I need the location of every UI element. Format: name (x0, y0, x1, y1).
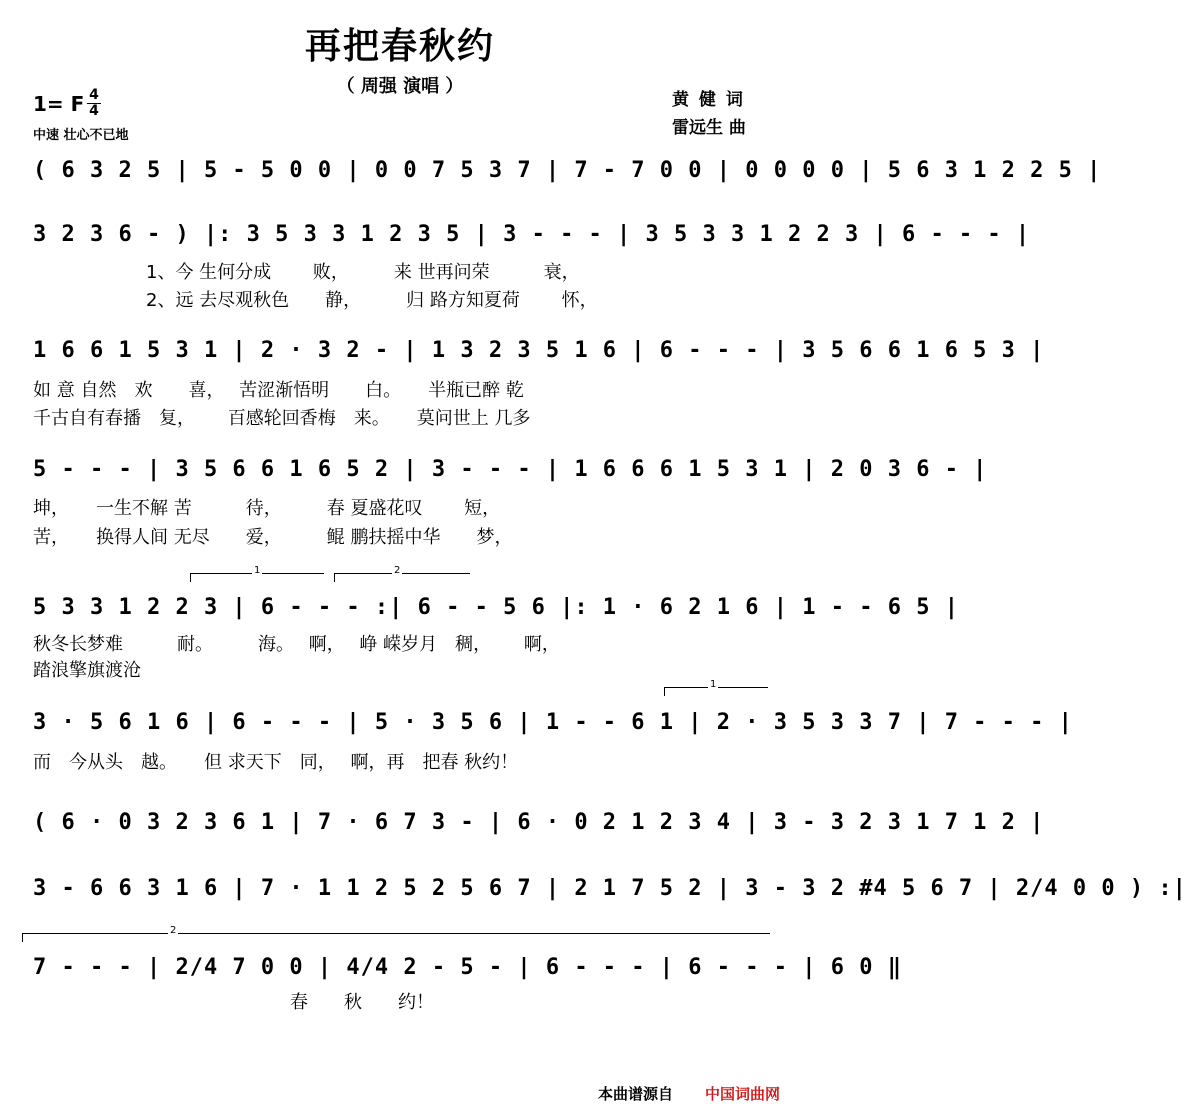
score-line-4: 5 - - - | 3 5 6 6 1 6 5 2 | 3 - - - | 1 6 6 6 1 5 3 1 | 2 0 3 6 - | (33, 457, 988, 482)
time-signature (87, 88, 101, 119)
score-line-5: 5 3 3 1 2 2 3 | 6 - - - :| 6 - - 5 6 |: 1 · 6 2 1 6 | 1 - - 6 5 | (33, 595, 959, 620)
score-line-9: 7 - - - | 2/4 7 0 0 | 4/4 2 - 5 - | 6 - - - | 6 - - - | 6 0 ‖ (33, 955, 902, 980)
lyric-verse1-line3: 坤， 一生不解 苦 待， 春 夏盛花叹 短， (33, 498, 501, 519)
volta-number-2: 2 (394, 565, 401, 576)
key-signature: 1= F (33, 92, 85, 116)
volta-number-1: 1 (254, 565, 261, 576)
score-line-6: 3 · 5 6 1 6 | 6 - - - | 5 · 3 5 6 | 1 - - 6 1 | 2 · 3 5 3 3 7 | 7 - - - | (33, 710, 1073, 735)
lyric-verse2-line2: 千古自有春播 复， 百感轮回香梅 来。 莫问世上 几多 (33, 408, 531, 429)
lyricist-credit: 黄 健 词 (672, 90, 745, 110)
lyric-verse1-line2: 如 意 自然 欢 喜， 苦涩渐悟明 白。 半瓶已醉 乾 (33, 380, 524, 401)
performer-credit: （ 周强 演唱 ） (336, 76, 464, 97)
lyric-line5: 而 今从头 越。 但 求天下 同， 啊，再 把春 秋约！ (33, 752, 519, 773)
volta-bracket-final-1 (664, 679, 768, 696)
time-signature-top: 4 (89, 87, 99, 103)
lyric-verse1-line1: 1、今 生何分成 败， 来 世再问荣 衰， (146, 262, 580, 283)
volta-number-final-2: 2 (170, 925, 177, 936)
score-line-7: ( 6 · 0 3 2 3 6 1 | 7 · 6 7 3 - | 6 · 0 2 1 2 3 4 | 3 - 3 2 3 1 7 1 2 | (33, 810, 1045, 835)
tempo-marking: 中速 壮心不已地 (33, 128, 129, 143)
volta-bracket-final-2 (22, 925, 770, 942)
source-label: 本曲谱源自 (598, 1085, 674, 1103)
source-site-link[interactable]: 中国词曲网 (705, 1085, 781, 1103)
lyric-verse1-line4: 秋冬长梦难 耐。 海。 啊， 峥 嵘岁月 稠， 啊， (33, 634, 560, 655)
lyric-verse2-line1: 2、远 去尽观秋色 静， 归 路方知夏荷 怀， (146, 290, 598, 311)
score-line-3: 1 6 6 1 5 3 1 | 2 · 3 2 - | 1 3 2 3 5 1 6 | 6 - - - | 3 5 6 6 1 6 5 3 | (33, 338, 1045, 363)
score-line-2: 3 2 3 6 - ) |: 3 5 3 3 1 2 3 5 | 3 - - - | 3 5 3 3 1 2 2 3 | 6 - - - | (33, 222, 1031, 247)
song-title: 再把春秋约 (304, 26, 495, 67)
volta-bracket-2 (334, 565, 470, 582)
score-line-1: ( 6 3 2 5 | 5 - 5 0 0 | 0 0 7 5 3 7 | 7 - 7 0 0 | 0 0 0 0 | 5 6 3 1 2 2 5 | (33, 158, 1102, 183)
lyric-line6: 春 秋 约！ (290, 992, 434, 1013)
lyric-verse2-line4: 踏浪擎旗渡沧 (33, 660, 141, 681)
time-signature-bottom: 4 (89, 103, 99, 119)
composer-credit: 雷远生 曲 (672, 118, 746, 138)
volta-bracket-1 (190, 565, 324, 582)
score-line-8: 3 - 6 6 3 1 6 | 7 · 1 1 2 5 2 5 6 7 | 2 1 7 5 2 | 3 - 3 2 #4 5 6 7 | 2/4 0 0 ) :| (33, 876, 1187, 901)
volta-number-final-1: 1 (710, 679, 717, 690)
lyric-verse2-line3: 苦， 换得人间 无尽 爱， 鲲 鹏扶摇中华 梦， (33, 527, 513, 548)
